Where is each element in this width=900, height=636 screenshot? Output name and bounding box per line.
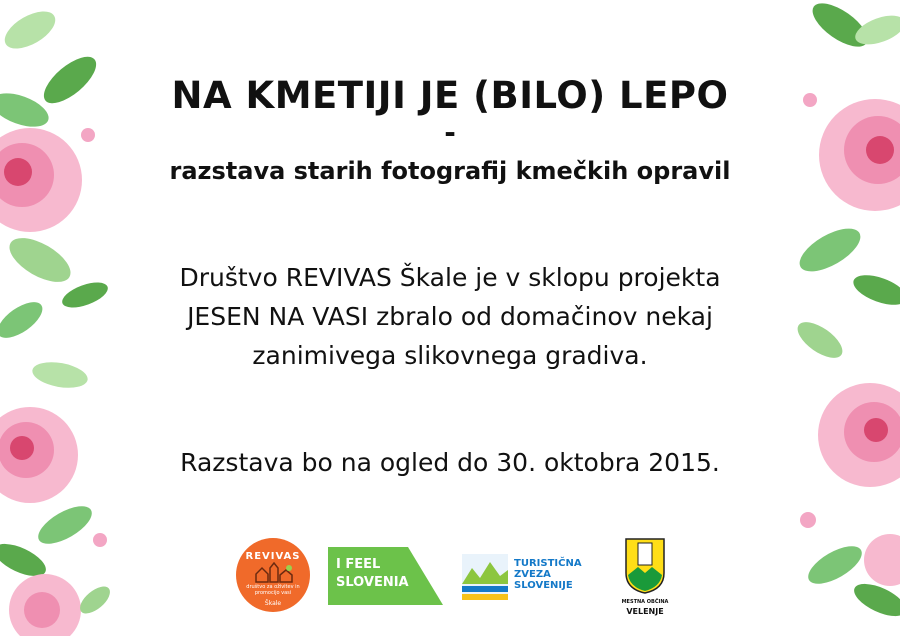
- description-line: zanimivega slikovnega gradiva.: [252, 341, 648, 370]
- sponsor-logos: [230, 535, 680, 625]
- description-line: JESEN NA VASI zbralo od domačinov nekaj: [187, 302, 713, 331]
- coat-of-arms-icon: [624, 537, 666, 595]
- velenje-coat-of-arms-logo: [615, 537, 675, 623]
- velenje-line2: VELENJE: [626, 607, 664, 616]
- tzs-line3: SLOVENIJE: [514, 580, 573, 591]
- exhibition-date: Razstava bo na ogled do 30. oktobra 2015.: [180, 448, 720, 477]
- velenje-line1: MESTNA OBČINA: [621, 599, 669, 605]
- village-icon: [254, 562, 294, 584]
- tzs-line2: ZVEZA: [514, 569, 551, 580]
- ifeel-line1: I FEEL: [336, 557, 381, 572]
- tzs-text: [514, 558, 582, 591]
- title-separator: -: [444, 116, 456, 149]
- description-paragraph: [110, 258, 790, 375]
- turisticna-zveza-slovenije-logo: [462, 552, 602, 602]
- i-feel-slovenia-logo: [328, 547, 443, 605]
- revivas-place: Škale: [264, 600, 282, 607]
- revivas-tagline: društvo za oživitev in promocijo vasi: [246, 584, 300, 596]
- revivas-name: REVIVAS: [245, 551, 301, 562]
- poster-subtitle: razstava starih fotografij kmečkih opravil: [169, 157, 731, 185]
- poster-title: NA KMETIJI JE (BILO) LEPO: [171, 74, 729, 117]
- tzs-line1: TURISTIČNA: [514, 558, 582, 569]
- ifeel-line2: SLOVENIA: [336, 575, 409, 590]
- mountains-icon: [462, 554, 508, 600]
- revivas-logo: [236, 538, 310, 612]
- description-line: Društvo REVIVAS Škale je v sklopu projekta: [179, 263, 721, 292]
